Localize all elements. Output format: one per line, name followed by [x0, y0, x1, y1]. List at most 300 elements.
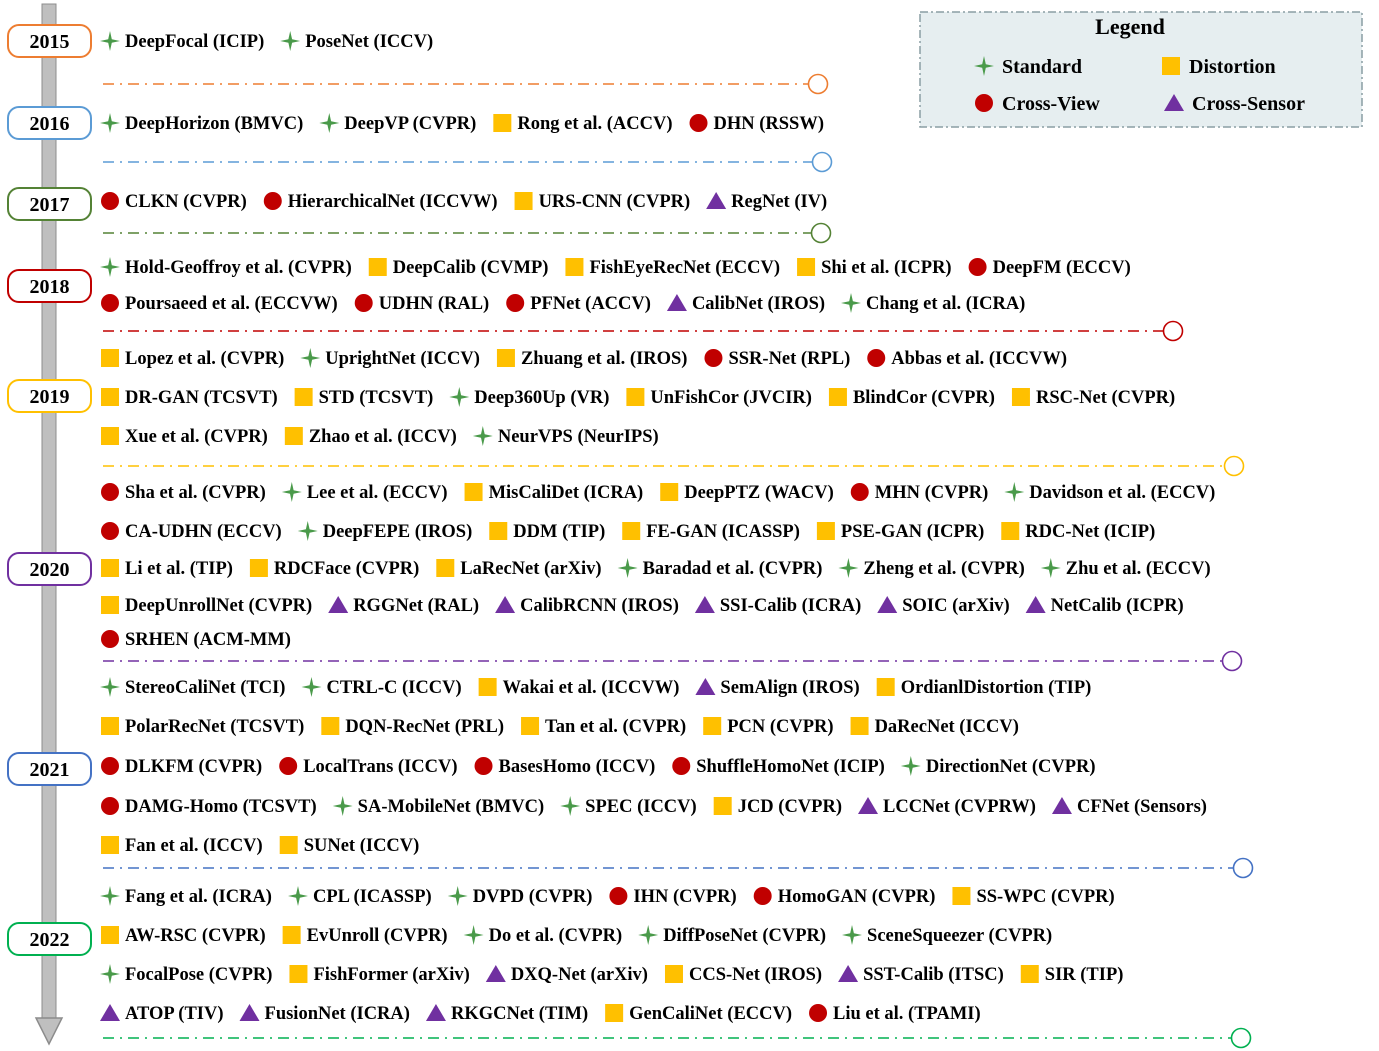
method-entry — [100, 886, 272, 907]
method-entry — [1026, 596, 1184, 616]
distortion-square-icon — [565, 258, 583, 276]
method-label: UnFishCor (JVCIR) — [650, 388, 812, 408]
distortion-square-icon — [285, 427, 303, 445]
year-label: 2019 — [29, 386, 70, 408]
method-label: CFNet (Sensors) — [1076, 797, 1207, 817]
cross-sensor-triangle-icon — [240, 1004, 260, 1021]
cross-view-circle-icon — [809, 1004, 827, 1022]
distortion-square-icon — [497, 349, 515, 367]
method-label: Do et al. (CVPR) — [488, 926, 623, 946]
distortion-square-icon — [877, 678, 895, 696]
method-entry — [901, 756, 1096, 777]
year-2015-section — [8, 25, 828, 94]
method-entry — [1012, 388, 1175, 408]
method-label: UDHN (RAL) — [378, 294, 490, 314]
cross-view-circle-icon — [264, 192, 282, 210]
method-entry — [838, 558, 1024, 579]
method-entry — [295, 388, 434, 408]
standard-star-icon — [100, 113, 120, 133]
standard-star-icon — [448, 886, 468, 906]
method-entry — [280, 31, 433, 52]
method-entry — [605, 1004, 792, 1024]
method-label: NetCalib (ICPR) — [1050, 596, 1184, 616]
distortion-square-icon — [829, 388, 847, 406]
method-entry — [493, 114, 672, 134]
cross-view-circle-icon — [851, 483, 869, 501]
method-entry — [321, 717, 504, 737]
cross-view-circle-icon — [101, 630, 119, 648]
method-entry — [622, 522, 800, 542]
timeline-arrowhead — [36, 1018, 62, 1044]
method-entry — [489, 522, 605, 542]
cross-sensor-triangle-icon — [706, 192, 726, 209]
method-entry — [497, 349, 688, 369]
method-label: RegNet (IV) — [731, 192, 828, 212]
method-label: ATOP (TIV) — [125, 1004, 224, 1024]
method-label: LocalTrans (ICCV) — [303, 757, 458, 777]
method-entry — [877, 596, 1009, 616]
distortion-square-icon — [101, 349, 119, 367]
year-sections — [8, 25, 1253, 1048]
method-label: Abbas et al. (ICCVW) — [891, 349, 1067, 369]
method-label: CLKN (CVPR) — [125, 192, 247, 212]
method-label: SUNet (ICCV) — [303, 836, 420, 856]
method-entry — [479, 678, 680, 698]
cross-view-circle-icon — [355, 294, 373, 312]
method-label: Fang et al. (ICRA) — [125, 887, 272, 907]
cross-sensor-triangle-icon — [1052, 797, 1072, 814]
distortion-square-icon — [289, 965, 307, 983]
distortion-square-icon — [250, 559, 268, 577]
year-2016-section — [8, 107, 832, 172]
distortion-square-icon — [283, 926, 301, 944]
method-label: DLKFM (CVPR) — [125, 757, 263, 777]
distortion-square-icon — [493, 114, 511, 132]
distortion-square-icon — [321, 717, 339, 735]
method-label: FishFormer (arXiv) — [313, 965, 470, 985]
method-entry — [667, 294, 825, 314]
standard-star-icon — [300, 348, 320, 368]
method-entry — [817, 522, 984, 542]
cross-view-circle-icon — [101, 797, 119, 815]
method-entry — [300, 348, 480, 369]
cross-sensor-triangle-icon — [495, 596, 515, 613]
method-label: OrdianlDistortion (TIP) — [900, 678, 1092, 698]
method-label: PSE-GAN (ICPR) — [840, 522, 985, 542]
method-label: Tan et al. (CVPR) — [545, 717, 687, 737]
method-label: AW-RSC (CVPR) — [125, 926, 266, 946]
method-label: SST-Calib (ITSC) — [863, 965, 1004, 985]
method-entry — [101, 596, 312, 616]
standard-star-icon — [100, 677, 120, 697]
legend-label: Cross-Sensor — [1192, 93, 1305, 115]
method-label: SPEC (ICCV) — [585, 797, 697, 817]
year-end-marker — [1223, 652, 1242, 671]
method-label: DeepVP (CVPR) — [344, 114, 477, 134]
distortion-square-icon — [703, 717, 721, 735]
year-label: 2016 — [29, 113, 70, 135]
method-entry — [695, 596, 861, 616]
method-label: Sha et al. (CVPR) — [125, 483, 266, 503]
timeline-axis — [36, 4, 62, 1044]
method-entry — [449, 387, 609, 408]
distortion-square-icon — [101, 596, 119, 614]
method-entry — [495, 596, 679, 616]
method-label: SRHEN (ACM-MM) — [125, 630, 291, 650]
method-entry — [333, 796, 544, 817]
method-label: FE-GAN (ICASSP) — [646, 522, 800, 542]
method-label: SemAlign (IROS) — [720, 678, 860, 698]
method-entry — [877, 678, 1092, 698]
distortion-square-icon — [465, 483, 483, 501]
cross-view-circle-icon — [101, 757, 119, 775]
year-label: 2017 — [29, 194, 70, 216]
standard-star-icon — [100, 31, 120, 51]
method-entry — [288, 886, 432, 907]
method-label: BasesHomo (ICCV) — [498, 757, 656, 777]
method-label: Davidson et al. (ECCV) — [1029, 483, 1216, 503]
method-entry — [473, 426, 659, 447]
cross-view-circle-icon — [969, 258, 987, 276]
method-entry — [754, 887, 936, 907]
year-2018-section — [8, 257, 1183, 341]
distortion-square-icon — [622, 522, 640, 540]
method-label: PolarRecNet (TCSVT) — [125, 717, 305, 737]
method-entry — [100, 1004, 224, 1024]
method-label: MisCaliDet (ICRA) — [488, 483, 644, 503]
method-label: DeepUnrollNet (CVPR) — [125, 596, 313, 616]
method-entry — [465, 483, 644, 503]
method-label: UprightNet (ICCV) — [325, 349, 480, 369]
distortion-square-icon — [101, 388, 119, 406]
distortion-square-icon — [101, 427, 119, 445]
standard-star-icon — [473, 426, 493, 446]
method-label: MHN (CVPR) — [874, 483, 989, 503]
method-entry — [1004, 482, 1215, 503]
cross-view-circle-icon — [754, 887, 772, 905]
method-entry — [638, 925, 826, 946]
year-label: 2022 — [29, 929, 70, 951]
method-entry — [1021, 965, 1124, 985]
method-label: DAMG-Homo (TCSVT) — [125, 797, 317, 817]
method-entry — [809, 1004, 981, 1024]
method-entry — [279, 757, 457, 777]
distortion-square-icon — [295, 388, 313, 406]
year-end-marker — [1164, 322, 1183, 341]
distortion-square-icon — [817, 522, 835, 540]
method-entry — [560, 796, 696, 817]
method-entry — [355, 294, 489, 314]
method-label: GenCaliNet (ECCV) — [629, 1004, 793, 1024]
method-label: DHN (RSSW) — [713, 114, 825, 134]
method-entry — [829, 388, 995, 408]
method-label: Li et al. (TIP) — [125, 559, 233, 579]
method-label: Zhu et al. (ECCV) — [1065, 559, 1211, 579]
method-label: DeepFEPE (IROS) — [322, 522, 473, 542]
method-label: DiffPoseNet (CVPR) — [663, 926, 827, 946]
cross-view-circle-icon — [704, 349, 722, 367]
distortion-square-icon — [952, 887, 970, 905]
cross-view-circle-icon — [609, 887, 627, 905]
method-label: EvUnroll (CVPR) — [306, 926, 448, 946]
cross-sensor-triangle-icon — [695, 596, 715, 613]
cross-view-circle-icon — [975, 94, 993, 112]
method-entry — [101, 926, 266, 946]
distortion-square-icon — [280, 836, 298, 854]
distortion-square-icon — [714, 797, 732, 815]
method-label: RGGNet (RAL) — [353, 596, 480, 616]
method-entry — [506, 294, 651, 314]
legend-title: Legend — [1095, 14, 1165, 39]
method-entry — [283, 926, 448, 946]
method-label: Hold-Geoffroy et al. (CVPR) — [125, 258, 352, 278]
standard-star-icon — [1041, 558, 1061, 578]
distortion-square-icon — [436, 559, 454, 577]
method-entry — [319, 113, 476, 134]
year-end-marker — [1234, 859, 1253, 878]
method-label: SA-MobileNet (BMVC) — [357, 797, 545, 817]
method-entry — [690, 114, 825, 134]
distortion-square-icon — [1012, 388, 1030, 406]
year-end-marker — [1232, 1029, 1251, 1048]
cross-view-circle-icon — [279, 757, 297, 775]
distortion-square-icon — [1021, 965, 1039, 983]
distortion-square-icon — [626, 388, 644, 406]
method-entry — [101, 797, 317, 817]
distortion-square-icon — [1162, 57, 1180, 75]
distortion-square-icon — [101, 559, 119, 577]
standard-star-icon — [449, 387, 469, 407]
method-label: RKGCNet (TIM) — [450, 1004, 589, 1024]
year-end-marker — [813, 153, 832, 172]
method-entry — [282, 482, 448, 503]
method-entry — [100, 257, 352, 278]
method-entry — [101, 559, 233, 579]
method-label: CCS-Net (IROS) — [688, 965, 823, 985]
method-label: RSC-Net (CVPR) — [1035, 388, 1176, 408]
cross-sensor-triangle-icon — [695, 678, 715, 695]
method-entry — [521, 717, 686, 737]
distortion-square-icon — [797, 258, 815, 276]
method-label: CalibNet (IROS) — [691, 294, 826, 314]
cross-sensor-triangle-icon — [877, 596, 897, 613]
year-2017-section — [8, 188, 831, 243]
method-entry — [695, 678, 859, 698]
method-label: DaRecNet (ICCV) — [874, 717, 1019, 737]
distortion-square-icon — [369, 258, 387, 276]
method-label: RDC-Net (ICIP) — [1025, 522, 1156, 542]
method-entry — [101, 483, 266, 503]
standard-star-icon — [333, 796, 353, 816]
method-label: Lopez et al. (CVPR) — [125, 349, 285, 369]
method-label: HomoGAN (CVPR) — [777, 887, 936, 907]
method-label: Zhao et al. (ICCV) — [308, 427, 457, 447]
method-entry — [302, 677, 462, 698]
distortion-square-icon — [515, 192, 533, 210]
cross-view-circle-icon — [101, 294, 119, 312]
distortion-square-icon — [1001, 522, 1019, 540]
method-entry — [101, 836, 263, 856]
method-entry — [100, 113, 303, 134]
method-label: FishEyeRecNet (ECCV) — [589, 258, 781, 278]
year-label: 2021 — [29, 759, 70, 781]
method-entry — [704, 349, 850, 369]
method-label: DVPD (CVPR) — [472, 887, 593, 907]
method-entry — [867, 349, 1067, 369]
cross-sensor-triangle-icon — [426, 1004, 446, 1021]
method-label: DXQ-Net (arXiv) — [510, 965, 648, 985]
method-entry — [101, 717, 304, 737]
method-label: DeepFocal (ICIP) — [125, 32, 265, 52]
year-end-marker — [812, 224, 831, 243]
method-entry — [841, 293, 1025, 314]
method-label: NeurVPS (NeurIPS) — [497, 427, 659, 447]
standard-star-icon — [302, 677, 322, 697]
method-label: IHN (CVPR) — [633, 887, 737, 907]
year-label: 2015 — [29, 31, 70, 53]
legend-label: Cross-View — [1002, 93, 1100, 115]
method-entry — [703, 717, 833, 737]
method-entry — [436, 559, 601, 579]
method-entry — [660, 483, 834, 503]
method-entry — [851, 717, 1019, 737]
method-label: FusionNet (ICRA) — [264, 1004, 410, 1024]
timeline-shaft — [42, 4, 56, 1019]
method-entry — [448, 886, 593, 907]
method-entry — [838, 965, 1004, 985]
cross-view-circle-icon — [101, 483, 119, 501]
method-label: SOIC (arXiv) — [902, 596, 1010, 616]
year-2020-section — [8, 482, 1242, 671]
method-entry — [328, 596, 479, 616]
distortion-square-icon — [665, 965, 683, 983]
distortion-square-icon — [101, 717, 119, 735]
standard-star-icon — [280, 31, 300, 51]
method-entry — [714, 797, 842, 817]
method-label: SSI-Calib (ICRA) — [719, 596, 862, 616]
standard-star-icon — [838, 558, 858, 578]
legend-label: Standard — [1002, 56, 1083, 78]
method-label: SceneSqueezer (CVPR) — [867, 926, 1053, 946]
method-label: STD (TCSVT) — [318, 388, 434, 408]
method-label: LCCNet (CVPRW) — [883, 797, 1036, 817]
method-label: FocalPose (CVPR) — [125, 965, 273, 985]
method-entry — [565, 258, 780, 278]
method-entry — [250, 559, 419, 579]
cross-sensor-triangle-icon — [858, 797, 878, 814]
method-label: CA-UDHN (ECCV) — [125, 522, 282, 542]
method-entry — [101, 522, 282, 542]
method-entry — [858, 797, 1036, 817]
method-entry — [952, 887, 1114, 907]
method-entry — [101, 630, 291, 650]
method-label: LaRecNet (arXiv) — [460, 559, 602, 579]
method-label: Baradad et al. (CVPR) — [642, 559, 823, 579]
method-entry — [101, 192, 247, 212]
method-label: CPL (ICASSP) — [312, 887, 432, 907]
method-entry — [264, 192, 498, 212]
method-label: Zheng et al. (CVPR) — [863, 559, 1025, 579]
cross-view-circle-icon — [867, 349, 885, 367]
cross-view-circle-icon — [101, 522, 119, 540]
distortion-square-icon — [101, 926, 119, 944]
standard-star-icon — [282, 482, 302, 502]
method-label: DQN-RecNet (PRL) — [345, 717, 505, 737]
method-entry — [797, 258, 952, 278]
method-entry — [969, 258, 1131, 278]
method-entry — [609, 887, 736, 907]
year-2019-section — [8, 348, 1244, 476]
standard-star-icon — [1004, 482, 1024, 502]
cross-view-circle-icon — [506, 294, 524, 312]
method-entry — [298, 521, 473, 542]
method-label: StereoCaliNet (TCI) — [125, 678, 286, 698]
year-2021-section — [8, 677, 1253, 878]
distortion-square-icon — [479, 678, 497, 696]
method-entry — [100, 677, 285, 698]
method-entry — [240, 1004, 410, 1024]
method-label: BlindCor (CVPR) — [852, 388, 995, 408]
cross-sensor-triangle-icon — [100, 1004, 120, 1021]
method-entry — [464, 925, 623, 946]
year-2022-section — [8, 886, 1251, 1048]
method-entry — [101, 388, 278, 408]
cross-view-circle-icon — [672, 757, 690, 775]
method-entry — [851, 483, 989, 503]
standard-star-icon — [842, 925, 862, 945]
distortion-square-icon — [660, 483, 678, 501]
method-entry — [289, 965, 469, 985]
method-entry — [626, 388, 812, 408]
distortion-square-icon — [521, 717, 539, 735]
method-entry — [101, 349, 284, 369]
cross-sensor-triangle-icon — [838, 965, 858, 982]
method-label: Xue et al. (CVPR) — [125, 427, 268, 447]
method-label: CTRL-C (ICCV) — [326, 678, 462, 698]
cross-sensor-triangle-icon — [328, 596, 348, 613]
method-label: RDCFace (CVPR) — [273, 559, 420, 579]
method-label: SSR-Net (RPL) — [728, 349, 851, 369]
standard-star-icon — [100, 964, 120, 984]
method-label: ShuffleHomoNet (ICIP) — [696, 757, 885, 777]
method-entry — [842, 925, 1052, 946]
method-label: PoseNet (ICCV) — [305, 32, 434, 52]
method-entry — [285, 427, 457, 447]
method-label: Fan et al. (ICCV) — [125, 836, 263, 856]
distortion-square-icon — [101, 836, 119, 854]
method-label: Deep360Up (VR) — [474, 388, 610, 408]
standard-star-icon — [319, 113, 339, 133]
method-label: HierarchicalNet (ICCVW) — [287, 192, 498, 212]
method-label: PFNet (ACCV) — [530, 294, 651, 314]
standard-star-icon — [560, 796, 580, 816]
method-label: DeepHorizon (BMVC) — [125, 114, 304, 134]
cross-sensor-triangle-icon — [667, 294, 687, 311]
method-label: DeepPTZ (WACV) — [684, 483, 834, 503]
method-label: DirectionNet (CVPR) — [925, 757, 1096, 777]
method-label: Zhuang et al. (IROS) — [520, 349, 688, 369]
method-entry — [426, 1004, 588, 1024]
cross-view-circle-icon — [690, 114, 708, 132]
standard-star-icon — [464, 925, 484, 945]
method-label: DeepCalib (CVMP) — [392, 258, 549, 278]
method-label: Poursaeed et al. (ECCVW) — [125, 294, 338, 314]
method-entry — [618, 558, 823, 579]
method-entry — [100, 964, 272, 985]
year-label: 2020 — [29, 559, 70, 581]
method-entry — [101, 427, 268, 447]
method-entry — [672, 757, 885, 777]
